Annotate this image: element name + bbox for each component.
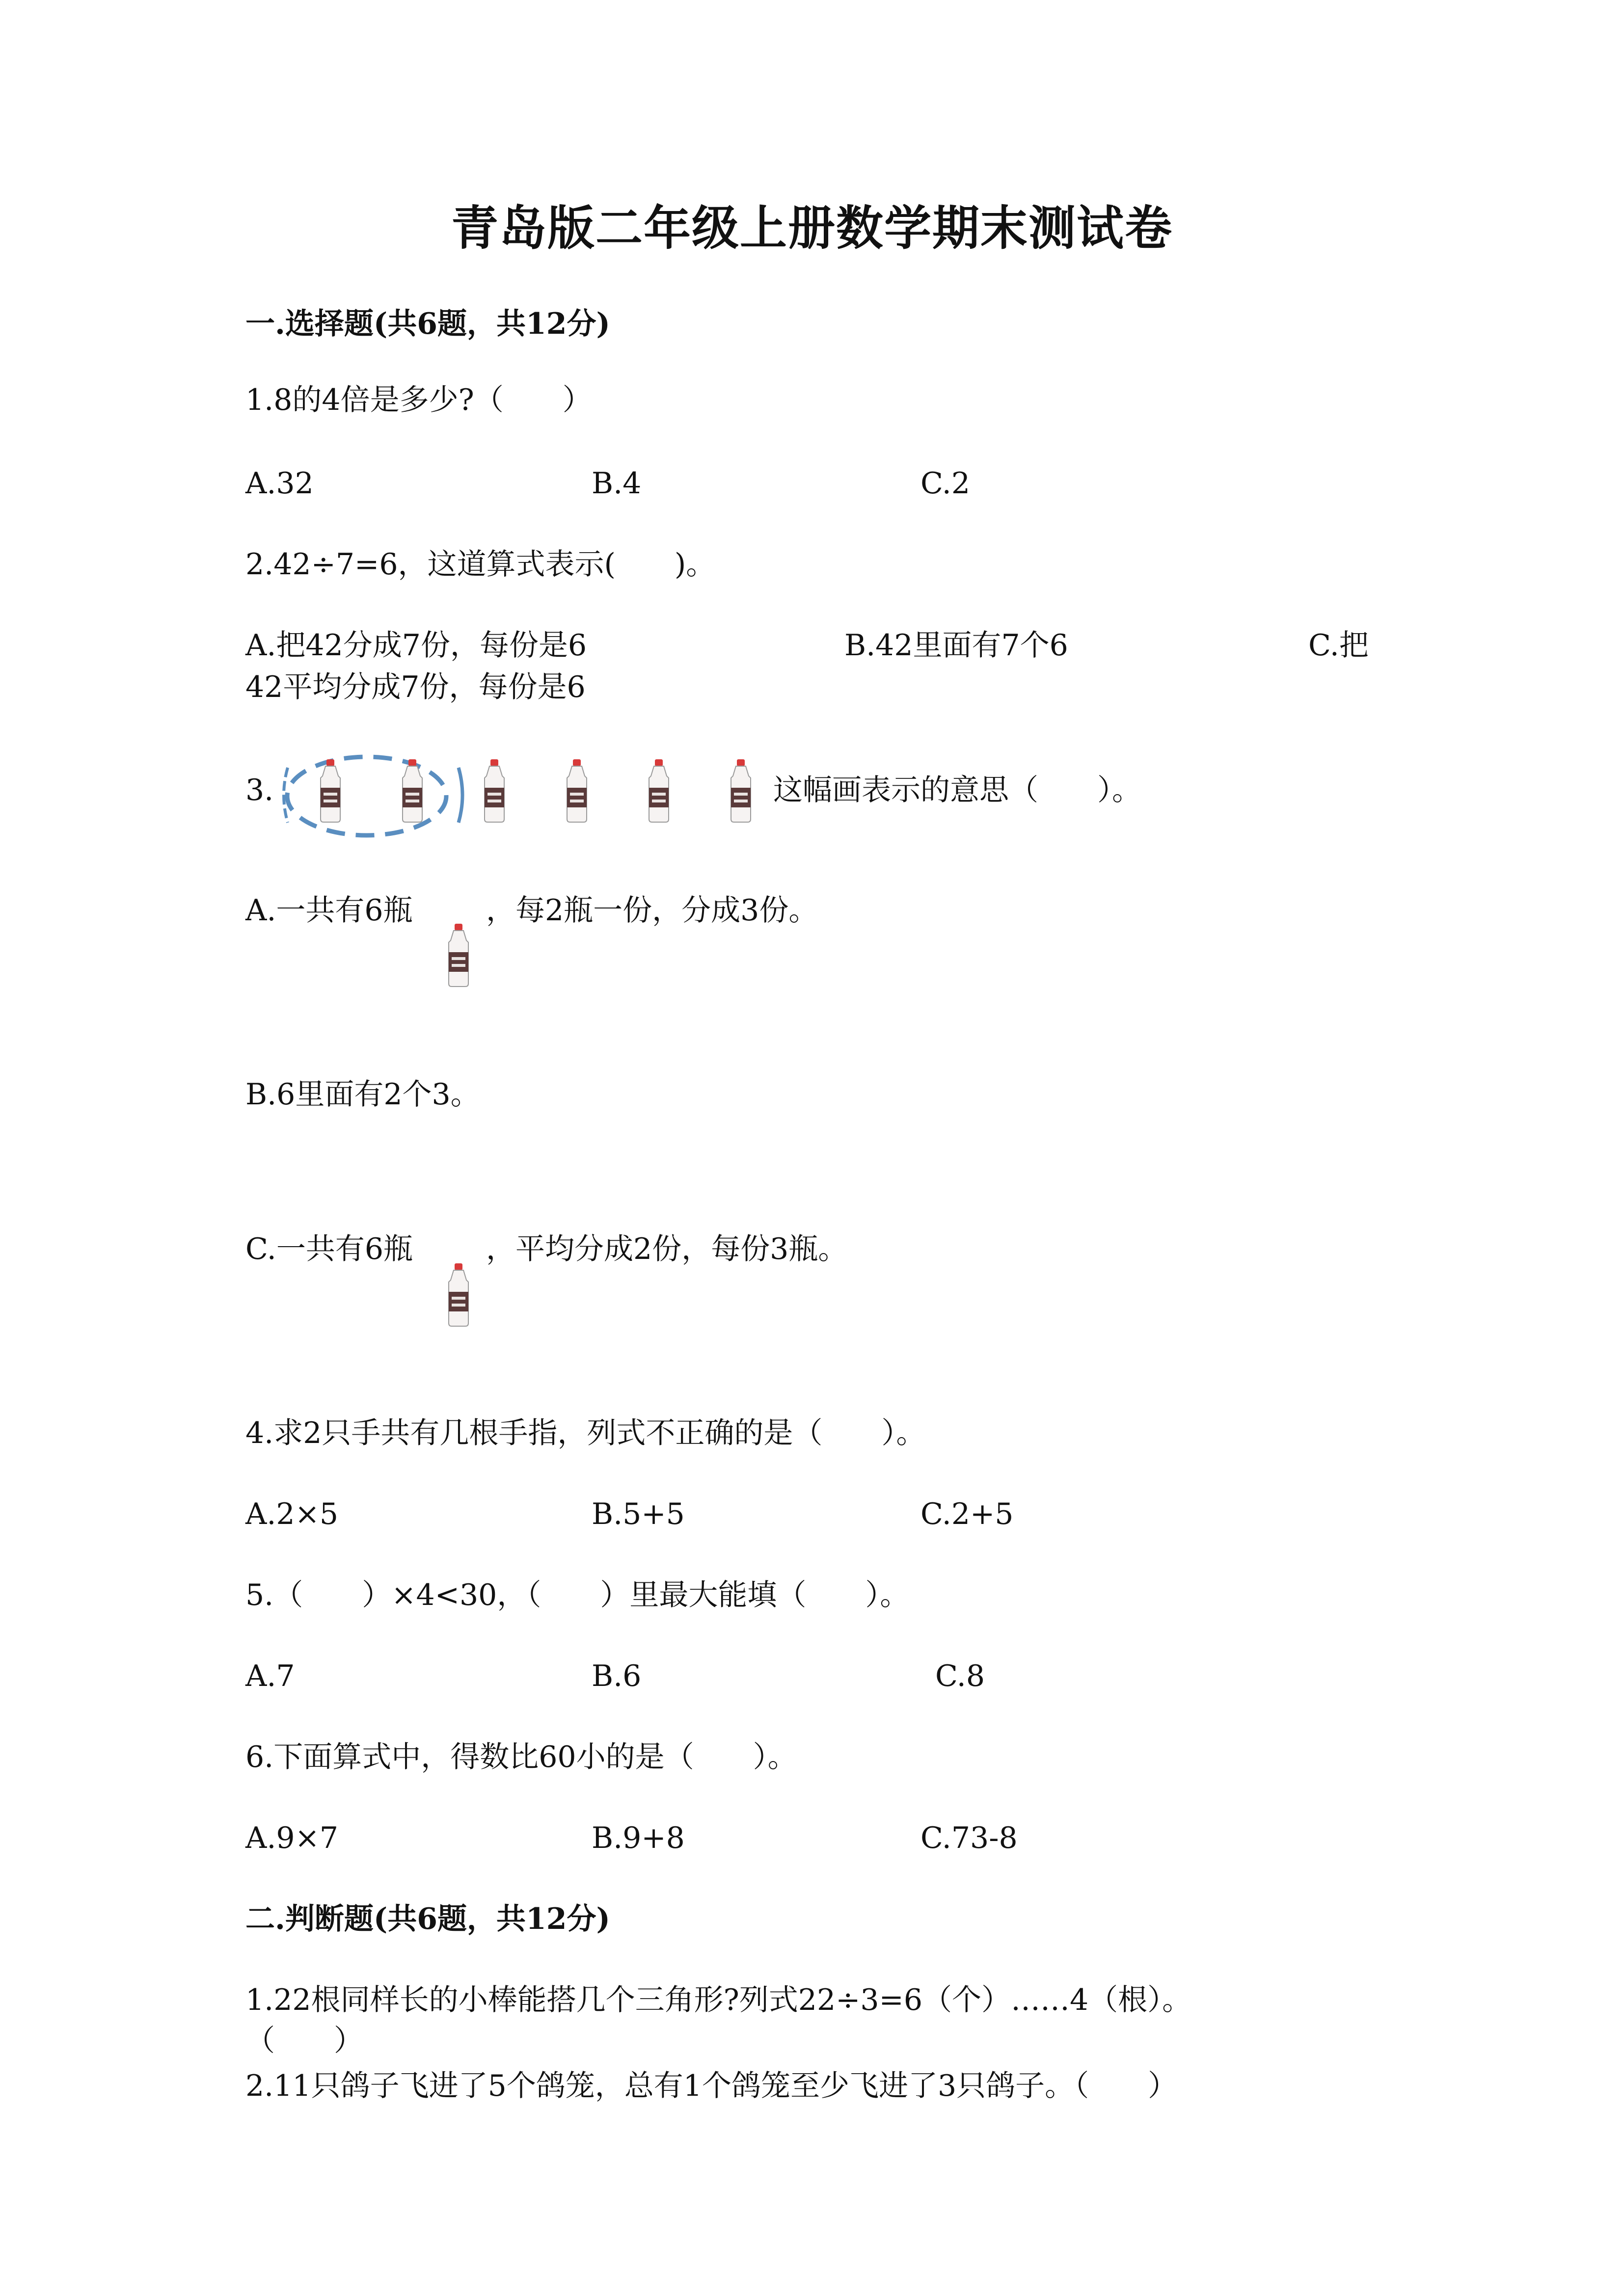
- water-bottle-icon: [643, 758, 675, 823]
- question-stem: 8的4倍是多少?（ ）: [273, 383, 592, 417]
- question-stem: 下面算式中，得数比60小的是（ ）。: [273, 1740, 797, 1774]
- question-number: 4.: [245, 1416, 274, 1450]
- section-heading-judgement: 二.判断题(共6题，共12分): [245, 1902, 610, 1936]
- option-b[interactable]: B.5+5: [592, 1497, 685, 1531]
- question-number: 6.: [245, 1740, 274, 1774]
- question-stem: 求2只手共有几根手指，列式不正确的是（ ）。: [273, 1416, 926, 1450]
- judgement-question-1: [245, 1980, 1191, 2020]
- question-number: 5.: [245, 1578, 274, 1612]
- water-bottle-icon: [561, 758, 593, 823]
- option-b[interactable]: B.9+8: [592, 1821, 685, 1855]
- option-a[interactable]: A.9×7: [245, 1821, 339, 1855]
- option-a[interactable]: A.32: [245, 466, 314, 501]
- question-stem: 22根同样长的小棒能搭几个三角形?列式22÷3=6（个）……4（根）。: [273, 1983, 1192, 2017]
- question-4: [245, 1414, 925, 1453]
- question-number: 1.: [245, 383, 274, 417]
- question-6: [245, 1737, 797, 1777]
- question-5: [245, 1575, 909, 1615]
- option-c[interactable]: C.2+5: [920, 1497, 1014, 1531]
- option-c[interactable]: C.8: [935, 1659, 985, 1693]
- water-bottle-icon: [479, 758, 510, 823]
- option-b[interactable]: B.42里面有7个6: [844, 628, 1068, 663]
- question-number: 2.: [245, 547, 274, 582]
- option-b[interactable]: B.4: [592, 466, 642, 501]
- water-bottle-icon: [315, 758, 346, 823]
- question-stem: 42÷7=6，这道算式表示( )。: [273, 547, 716, 582]
- question-1: [245, 380, 592, 420]
- page-title: 青岛版二年级上册数学期末测试卷: [451, 200, 1173, 256]
- option-a[interactable]: A.把42分成7份，每份是6: [245, 628, 587, 663]
- question-stem: 11只鸽子飞进了5个鸽笼，总有1个鸽笼至少飞进了3只鸽子。（ ）: [273, 2069, 1178, 2103]
- option-c-continued: ，平均分成2份，每份3瓶。: [486, 1232, 848, 1266]
- option-a-continued: ，每2瓶一份，分成3份。: [486, 893, 818, 928]
- question-3-number: 3.: [245, 773, 274, 807]
- option-a[interactable]: A.2×5: [245, 1497, 339, 1531]
- option-b[interactable]: B.6里面有2个3。: [245, 1077, 480, 1112]
- bracket-right-icon: [457, 766, 467, 825]
- bracket-left-icon: [279, 766, 290, 825]
- option-c[interactable]: C.一共有6瓶: [245, 1232, 413, 1266]
- option-c[interactable]: C.把: [1308, 628, 1369, 663]
- answer-bracket[interactable]: （ ）: [245, 2024, 363, 2058]
- option-c[interactable]: C.73-8: [920, 1821, 1018, 1855]
- question-stem: （ ）×4<30，（ ）里最大能填（ ）。: [273, 1578, 910, 1612]
- water-bottle-icon: [443, 1262, 474, 1327]
- question-2: [245, 545, 715, 584]
- option-b[interactable]: B.6: [592, 1659, 642, 1693]
- question-stem: 这幅画表示的意思（ ）。: [773, 773, 1141, 807]
- option-c[interactable]: C.2: [920, 466, 971, 501]
- option-a[interactable]: A.一共有6瓶: [245, 893, 413, 928]
- water-bottle-icon: [725, 758, 757, 823]
- judgement-question-2: [245, 2066, 1177, 2106]
- option-c-continued: 42平均分成7份，每份是6: [245, 670, 586, 704]
- question-number: 1.: [245, 1983, 274, 2017]
- water-bottle-icon: [397, 758, 428, 823]
- water-bottle-icon: [443, 923, 474, 988]
- question-number: 2.: [245, 2069, 274, 2103]
- option-a[interactable]: A.7: [245, 1659, 295, 1693]
- section-heading-choice: 一.选择题(共6题，共12分): [245, 307, 610, 341]
